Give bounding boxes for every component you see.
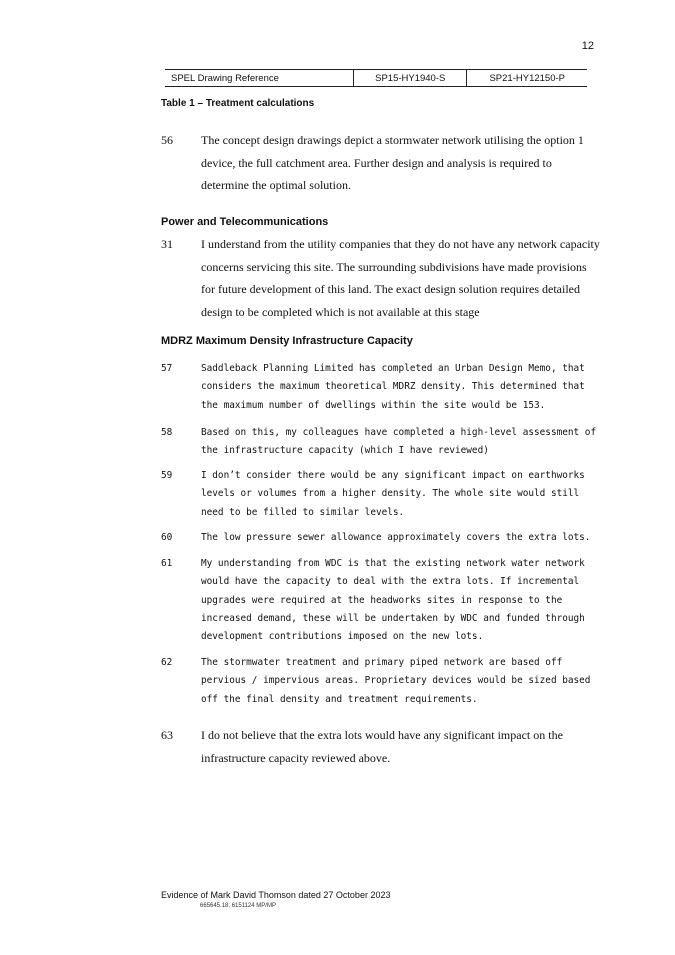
paragraph-number: 59 bbox=[161, 470, 173, 481]
paragraph-text: My understanding from WDC is that the existing network water network would have the capacity to deal with the extra lots. If incremental upgrades were required at the headworks sites in response to the increased demand, these will be undertaken by WDC and funded through development contributions imposed on the new lots. bbox=[201, 558, 585, 643]
table-cell-drawing-1: SP15-HY1940-S bbox=[354, 70, 467, 87]
paragraph-text: Based on this, my colleagues have completed a high-level assessment of the infrastructure capacity (which I have reviewed) bbox=[201, 427, 597, 457]
footer-text: Evidence of Mark David Thomson dated 27 October 2023 bbox=[161, 890, 391, 900]
paragraph-number: 57 bbox=[161, 363, 173, 374]
drawing-reference-table bbox=[165, 69, 587, 87]
paragraph-text: The low pressure sewer allowance approximately covers the extra lots. bbox=[201, 532, 591, 543]
paragraph-text: The stormwater treatment and primary piped network are based off pervious / impervious areas. Proprietary devices would be sized based off the final density and treatment requirements. bbox=[201, 657, 591, 705]
table-caption: Table 1 – Treatment calculations bbox=[161, 98, 315, 109]
paragraph-text: I don’t consider there would be any significant impact on earthworks levels or volumes from a higher density. The whole site would still need to be filled to similar levels. bbox=[201, 470, 585, 518]
paragraph-number: 61 bbox=[161, 558, 173, 569]
section-heading-power: Power and Telecommunications bbox=[161, 216, 329, 228]
table-cell-drawing-2: SP21-HY12150-P bbox=[467, 70, 587, 87]
paragraph-number: 63 bbox=[161, 728, 173, 742]
paragraph-number: 62 bbox=[161, 657, 173, 668]
paragraph-text: I understand from the utility companies that they do not have any network capacity concerns servicing this site. The surrounding subdivisions have made provisions for future development of this land. The exact design solution requires detailed design to be completed which is not available at this stage bbox=[201, 237, 600, 319]
paragraph-number: 60 bbox=[161, 532, 173, 543]
table-cell-label: SPEL Drawing Reference bbox=[165, 70, 354, 87]
paragraph-text: Saddleback Planning Limited has completed an Urban Design Memo, that considers the maximum theoretical MDRZ density. This determined that the maximum number of dwellings within the site would be 153. bbox=[201, 363, 585, 411]
section-heading-mdrz: MDRZ Maximum Density Infrastructure Capacity bbox=[161, 335, 413, 347]
paragraph-text: The concept design drawings depict a stormwater network utilising the option 1 device, the full catchment area. Further design and analysis is required to determine the optimal solution. bbox=[201, 133, 584, 192]
paragraph-number: 58 bbox=[161, 427, 173, 438]
footer-reference: 665645.18; 6151124 MP/MP bbox=[200, 903, 276, 909]
paragraph-number: 56 bbox=[161, 133, 173, 147]
page-number: 12 bbox=[581, 40, 594, 52]
table-row bbox=[165, 70, 587, 87]
paragraph-number: 31 bbox=[161, 237, 173, 251]
paragraph-text: I do not believe that the extra lots would have any significant impact on the infrastructure capacity reviewed above. bbox=[201, 728, 563, 765]
